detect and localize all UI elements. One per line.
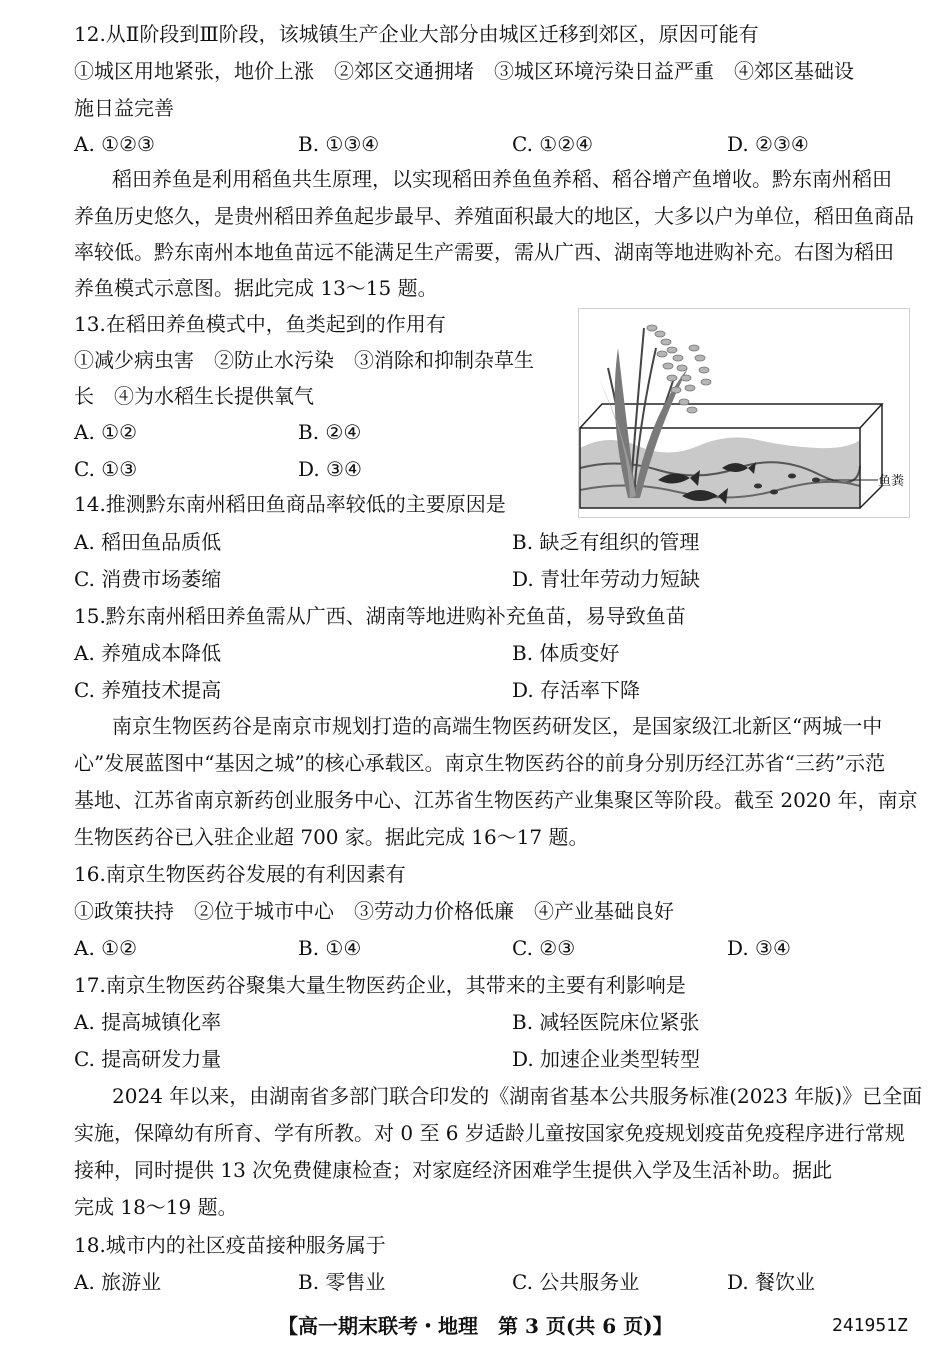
q14-option-a: A. 稻田鱼品质低	[74, 530, 222, 554]
q18-option-a: A. 旅游业	[74, 1270, 162, 1294]
q12-option-b: B. ①③④	[298, 132, 380, 156]
q16-items-line1: ①政策扶持 ②位于城市中心 ③劳动力价格低廉 ④产业基础良好	[74, 899, 674, 923]
q13-items-line1: ①减少病虫害 ②防止水污染 ③消除和抑制杂草生	[74, 348, 534, 372]
material-13-15-line: 养鱼模式示意图。据此完成 13～15 题。	[74, 276, 438, 300]
q16-option-b: B. ①④	[298, 936, 362, 960]
q12-option-d: D. ②③④	[727, 132, 809, 156]
q17-stem: 17.南京生物医药谷聚集大量生物医药企业，其带来的主要有利影响是	[74, 973, 686, 997]
material-16-17-line: 心”发展蓝图中“基因之城”的核心承载区。南京生物医药谷的前身分别历经江苏省“三药”示范	[74, 751, 886, 775]
q17-option-d: D. 加速企业类型转型	[512, 1047, 701, 1071]
q12-items-line1: ①城区用地紧张，地价上涨 ②郊区交通拥堵 ③城区环境污染日益严重 ④郊区基础设	[74, 59, 854, 83]
material-16-17-line: 生物医药谷已入驻企业超 700 家。据此完成 16～17 题。	[74, 825, 589, 849]
q16-option-c: C. ②③	[512, 936, 576, 960]
q13-option-d: D. ③④	[298, 457, 362, 481]
q18-stem: 18.城市内的社区疫苗接种服务属于	[74, 1233, 386, 1257]
q17-option-b: B. 减轻医院床位紧张	[512, 1010, 700, 1034]
material-16-17-line: 南京生物医药谷是南京市规划打造的高端生物医药研发区，是国家级江北新区“两城一中	[112, 714, 883, 738]
q12-option-c: C. ①②④	[512, 132, 594, 156]
q13-items-line2: 长 ④为水稻生长提供氧气	[74, 384, 314, 408]
q13-option-c: C. ①③	[74, 457, 138, 481]
material-18-19-line: 接种，同时提供 13 次免费健康检查；对家庭经济困难学生提供入学及生活补助。据此	[74, 1158, 833, 1182]
q16-option-d: D. ③④	[727, 936, 791, 960]
q15-option-b: B. 体质变好	[512, 641, 620, 665]
q14-option-b: B. 缺乏有组织的管理	[512, 530, 700, 554]
material-16-17-line: 基地、江苏省南京新药创业服务中心、江苏省生物医药产业集聚区等阶段。截至 2020 年，南京	[74, 788, 918, 812]
q15-option-d: D. 存活率下降	[512, 678, 641, 702]
q15-option-c: C. 养殖技术提高	[74, 678, 222, 702]
q16-stem: 16.南京生物医药谷发展的有利因素有	[74, 862, 406, 886]
q14-stem: 14.推测黔东南州稻田鱼商品率较低的主要原因是	[74, 492, 506, 516]
page-footer-code: 241951Z	[832, 1315, 908, 1336]
q13-option-b: B. ②④	[298, 420, 362, 444]
rice-fish-diagram-svg	[578, 308, 910, 518]
q12-option-a: A. ①②③	[74, 132, 155, 156]
q12-stem: 12.从Ⅱ阶段到Ⅲ阶段，该城镇生产企业大部分由城区迁移到郊区，原因可能有	[74, 22, 759, 46]
q13-option-a: A. ①②	[74, 420, 138, 444]
rice-fish-diagram	[578, 308, 910, 518]
material-13-15-line: 率较低。黔东南州本地鱼苗远不能满足生产需要，需从广西、湖南等地进购补充。右图为稻田	[74, 240, 894, 264]
q18-option-d: D. 餐饮业	[727, 1270, 816, 1294]
q15-option-a: A. 养殖成本降低	[74, 641, 222, 665]
q18-option-b: B. 零售业	[298, 1270, 386, 1294]
q14-option-d: D. 青壮年劳动力短缺	[512, 567, 701, 591]
q15-stem: 15.黔东南州稻田养鱼需从广西、湖南等地进购补充鱼苗，易导致鱼苗	[74, 604, 686, 628]
material-18-19-line: 完成 18～19 题。	[74, 1195, 238, 1219]
q17-option-a: A. 提高城镇化率	[74, 1010, 222, 1034]
q14-option-c: C. 消费市场萎缩	[74, 567, 222, 591]
q13-stem: 13.在稻田养鱼模式中，鱼类起到的作用有	[74, 312, 446, 336]
material-13-15-line: 养鱼历史悠久，是贵州稻田养鱼起步最早、养殖面积最大的地区，大多以户为单位，稻田鱼商品	[74, 204, 914, 228]
material-13-15-line: 稻田养鱼是利用稻鱼共生原理，以实现稻田养鱼鱼养稻、稻谷增产鱼增收。黔东南州稻田	[112, 167, 892, 191]
q16-option-a: A. ①②	[74, 936, 138, 960]
fish-feces-label: 鱼粪	[878, 474, 905, 489]
page-footer-title: 【高一期末联考・地理 第 3 页(共 6 页)】	[278, 1314, 673, 1338]
material-18-19-line: 实施，保障幼有所育、学有所教。对 0 至 6 岁适龄儿童按国家免疫规划疫苗免疫程序进行常规	[74, 1121, 905, 1145]
material-18-19-line: 2024 年以来，由湖南省多部门联合印发的《湖南省基本公共服务标准(2023 年版)》已全面	[112, 1084, 923, 1108]
q12-items-line2: 施日益完善	[74, 96, 174, 120]
q17-option-c: C. 提高研发力量	[74, 1047, 222, 1071]
q18-option-c: C. 公共服务业	[512, 1270, 640, 1294]
